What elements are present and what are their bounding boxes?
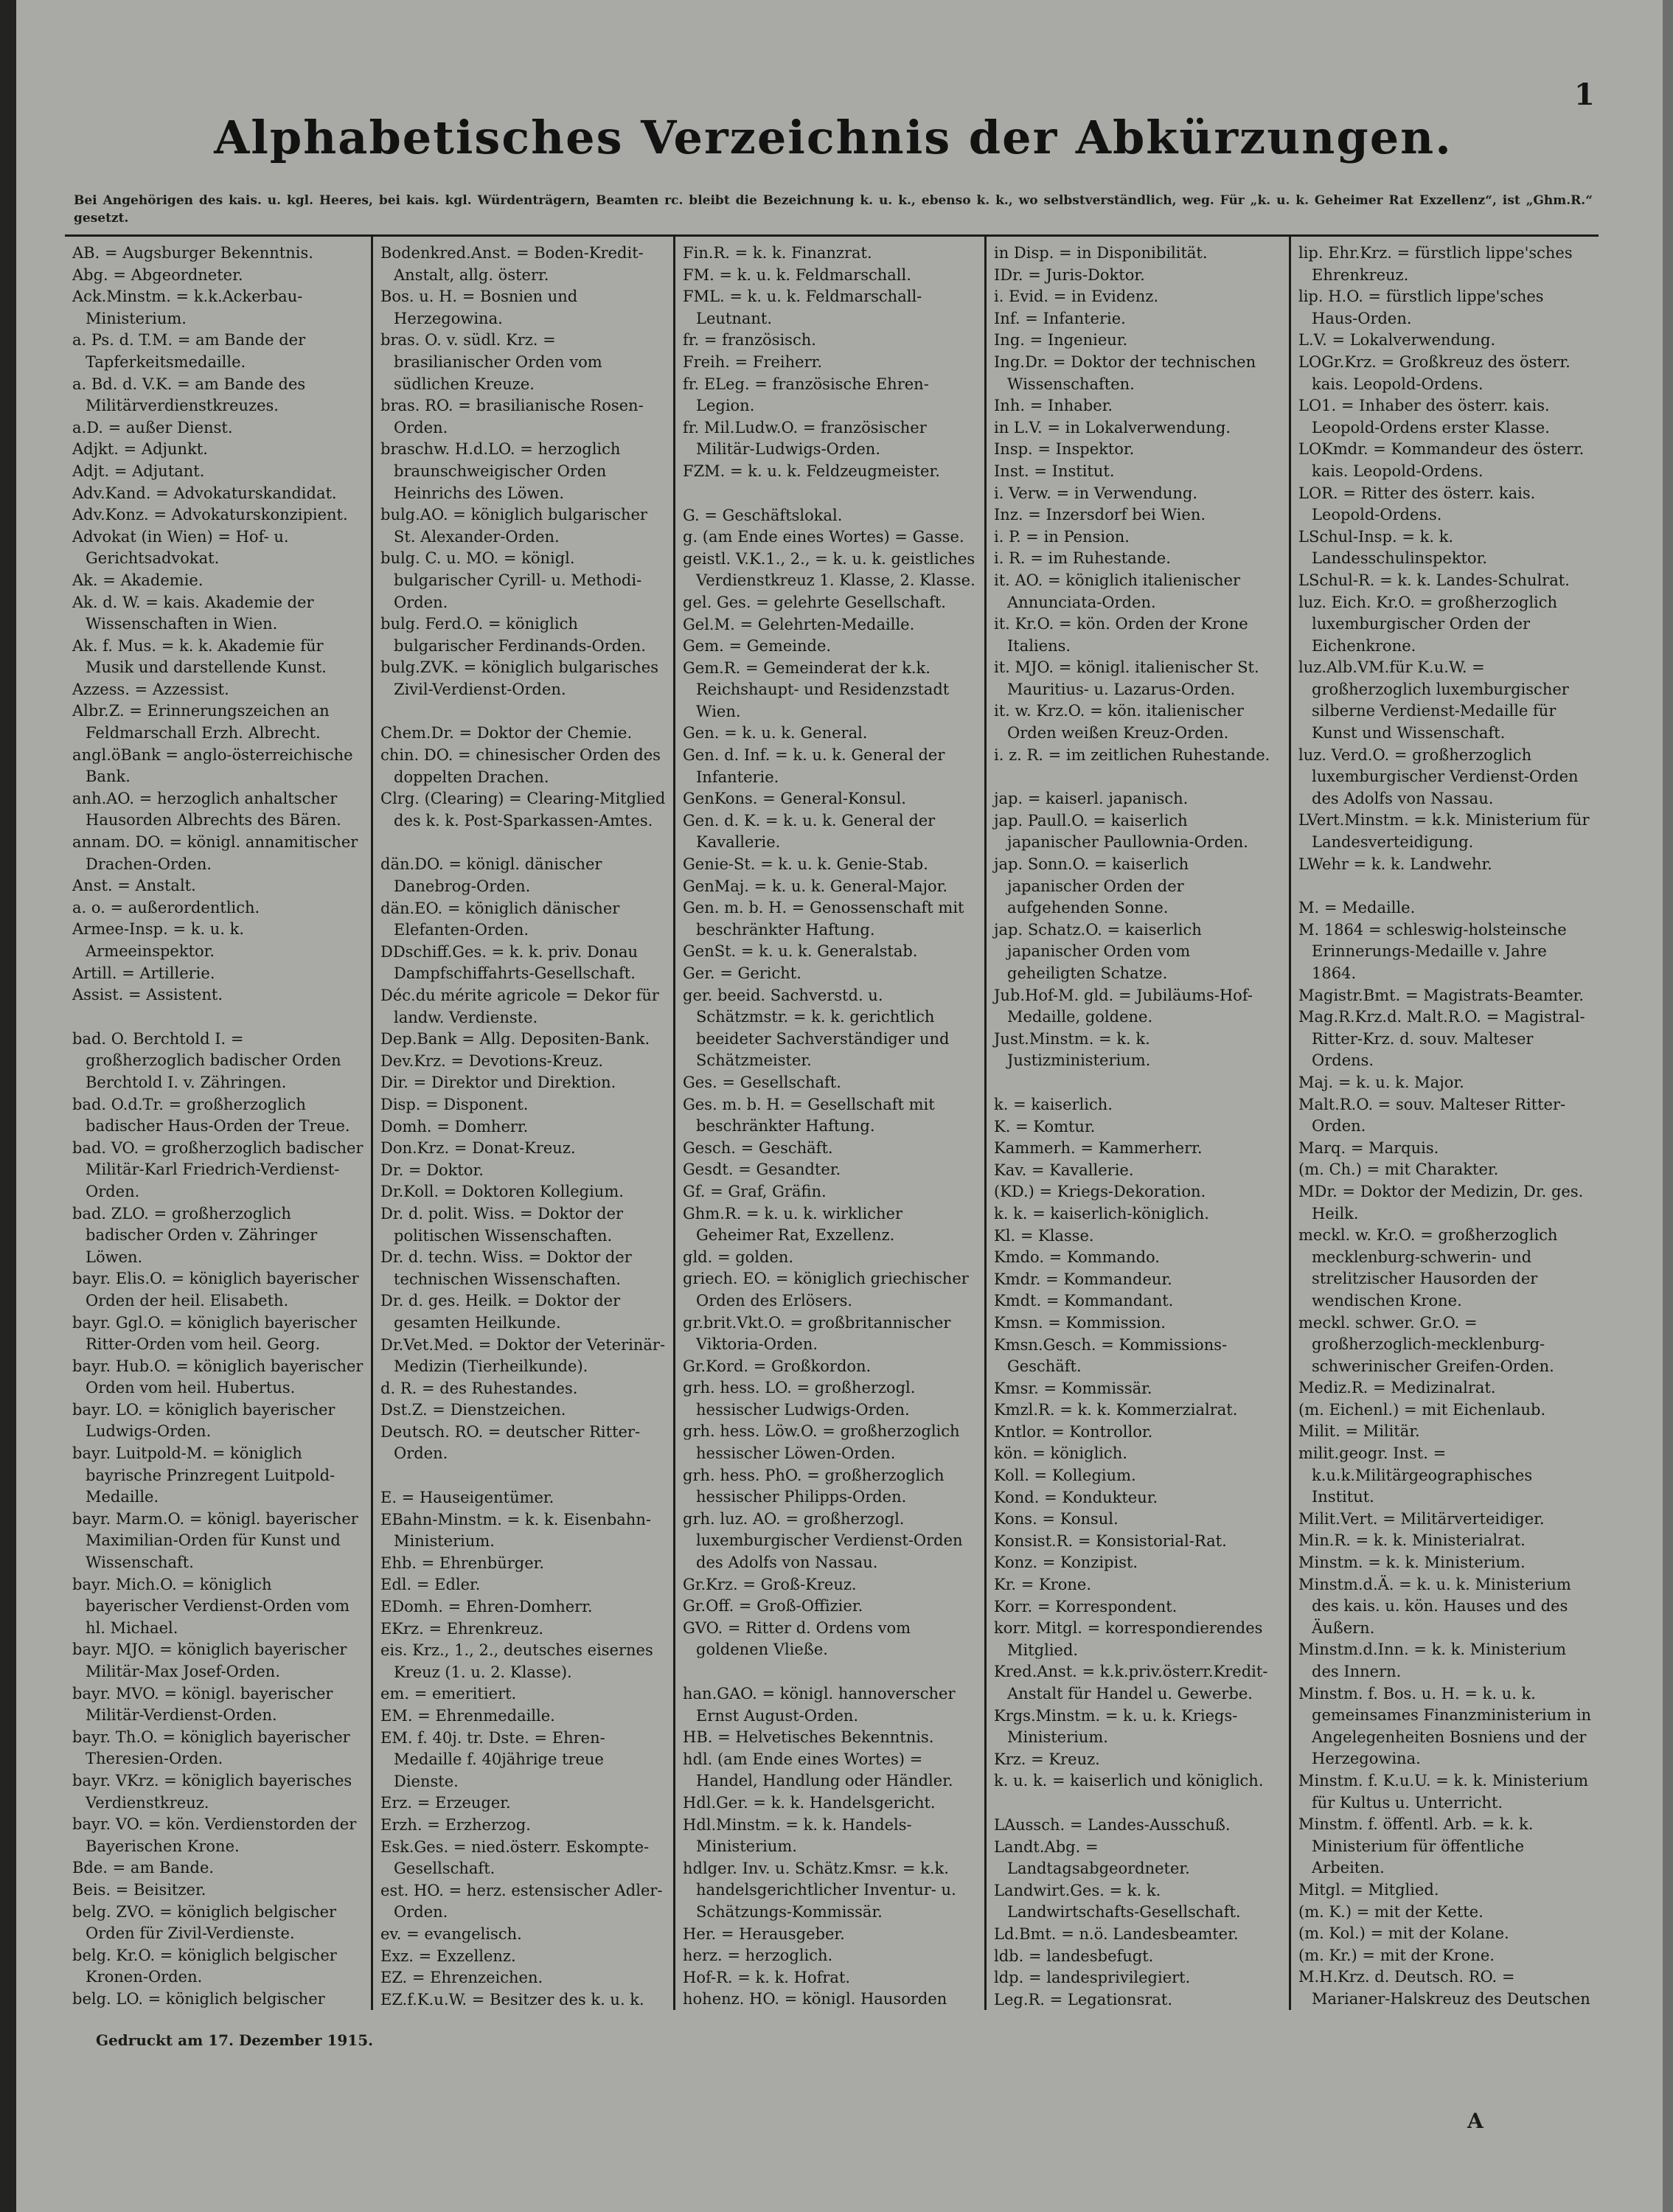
abbreviation-entry: Magistr.Bmt. = Magistrats-Beamter. — [1298, 986, 1585, 1004]
abbreviation-entry: Gel.M. = Gelehrten-Medaille. — [683, 615, 915, 633]
abbreviation-entry: bayr. Mich.O. = königlich bayerischer Verdienst-Orden vom hl. Michael. — [72, 1575, 350, 1637]
abbreviation-entry: LSchul-R. = k. k. Landes-Schulrat. — [1298, 571, 1570, 589]
column-2 — [371, 237, 673, 2010]
abbreviation-entry: Azzess. = Azzessist. — [72, 680, 229, 698]
abbreviation-entry: HB. = Helvetisches Bekenntnis. — [683, 1728, 934, 1747]
abbreviation-entry: Krgs.Minstm. = k. u. k. Kriegs-Ministerium. — [994, 1706, 1238, 1747]
abbreviation-entry: (m. Kol.) = mit der Kolane. — [1298, 1924, 1509, 1943]
abbreviation-entry: bayr. VO. = kön. Verdienstorden der Bayerischen Krone. — [72, 1815, 357, 1855]
abbreviation-entry: Armee-Insp. = k. u. k. Armeeinspektor. — [72, 920, 245, 960]
abbreviation-entry: Minstm. = k. k. Ministerium. — [1298, 1554, 1526, 1572]
abbreviation-entry: Kntlor. = Kontrollor. — [994, 1422, 1153, 1441]
abbreviation-entry: griech. EO. = königlich griechischer Orden des Erlösers. — [683, 1270, 969, 1310]
abbreviation-entry: belg. Kr.O. = königlich belgischer Kronen-Orden. — [72, 1946, 337, 1986]
abbreviation-entry: braschw. H.d.LO. = herzoglich braunschweigischer Orden Heinrichs des Löwen. — [380, 440, 621, 502]
abbreviation-entry: ldp. = landesprivilegiert. — [994, 1969, 1191, 1987]
abbreviation-entry: bad. O. Berchtold I. = großherzoglich badischer Orden Berchtold I. v. Zähringen. — [72, 1029, 341, 1091]
abbreviation-entry: bayr. Th.O. = königlich bayerischer Theresien-Orden. — [72, 1728, 350, 1768]
abbreviation-entry: lip. Ehr.Krz. = fürstlich lippe'sches Ehrenkreuz. — [1298, 244, 1573, 284]
abbreviation-entry: lip. H.O. = fürstlich lippe'sches Haus-Orden. — [1298, 288, 1544, 327]
abbreviation-entry: LOR. = Ritter des österr. kais. Leopold-Ordens. — [1298, 484, 1536, 524]
abbreviation-entry: k. = kaiserlich. — [994, 1095, 1113, 1113]
abbreviation-entry: Min.R. = k. k. Ministerialrat. — [1298, 1531, 1526, 1550]
abbreviation-entry: Gesdt. = Gesandter. — [683, 1161, 841, 1179]
abbreviation-entry: Inz. = Inzersdorf bei Wien. — [994, 506, 1206, 524]
abbreviation-entry: Gem. = Gemeinde. — [683, 637, 832, 655]
column-4 — [984, 237, 1289, 2010]
abbreviation-entry: GenMaj. = k. u. k. General-Major. — [683, 877, 948, 895]
abbreviation-entry: Korr. = Korrespondent. — [994, 1597, 1178, 1615]
abbreviation-entry: Landwirt.Ges. = k. k. Landwirtschafts-Gesellschaft. — [994, 1881, 1241, 1921]
abbreviation-entry: Advokat (in Wien) = Hof- u. Gerichtsadvokat. — [72, 527, 289, 568]
abbreviation-entry: Dep.Bank = Allg. Depositen-Bank. — [380, 1030, 650, 1048]
abbreviation-entry: Minstm.d.Inn. = k. k. Ministerium des Innern. — [1298, 1641, 1567, 1680]
abbreviation-entry: jap. Sonn.O. = kaiserlich japanischer Orden der aufgehenden Sonne. — [994, 855, 1189, 917]
abbreviation-entry: k. k. = kaiserlich-königlich. — [994, 1204, 1209, 1222]
abbreviation-entry: bras. RO. = brasilianische Rosen-Orden. — [380, 397, 644, 437]
abbreviation-entry: Ges. m. b. H. = Gesellschaft mit beschränkter Haftung. — [683, 1095, 935, 1135]
abbreviation-entry: in L.V. = in Lokalverwendung. — [994, 418, 1231, 437]
page-number: 1 — [1574, 77, 1595, 112]
abbreviation-entry: Her. = Herausgeber. — [683, 1924, 845, 1943]
abbreviation-entry: luz. Eich. Kr.O. = großherzoglich luxemburgischer Orden der Eichenkrone. — [1298, 593, 1558, 655]
abbreviation-entry: Erzh. = Erzherzog. — [380, 1815, 531, 1834]
abbreviation-entry: Kmdt. = Kommandant. — [994, 1292, 1174, 1310]
abbreviation-entry: it. w. Krz.O. = kön. italienischer Orden weißen Kreuz-Orden. — [994, 702, 1244, 742]
abbreviation-entry: Hof-R. = k. k. Hofrat. — [683, 1968, 851, 1986]
abbreviation-entry: em. = emeritiert. — [380, 1685, 517, 1703]
abbreviation-entry: EM. = Ehrenmedaille. — [380, 1707, 555, 1725]
abbreviation-entry: meckl. w. Kr.O. = großherzoglich mecklenburg-schwerin- und strelitzischer Hausorden der wendischen Krone. — [1298, 1226, 1558, 1310]
abbreviation-entry: Dr.Vet.Med. = Doktor der Veterinär-Medizin (Tierheilkunde). — [380, 1335, 666, 1376]
print-date: Gedruckt am 17. Dezember 1915. — [96, 2031, 374, 2049]
abbreviation-entry: L.V. = Lokalverwendung. — [1298, 331, 1496, 349]
section-gap — [380, 832, 667, 854]
abbreviation-entry: korr. Mitgl. = korrespondierendes Mitglied. — [994, 1619, 1263, 1659]
abbreviation-entry: Anst. = Anstalt. — [72, 877, 196, 895]
abbreviation-entry: (m. Kr.) = mit der Krone. — [1298, 1946, 1495, 1964]
abbreviation-entry: a. o. = außerordentlich. — [72, 898, 260, 917]
abbreviation-entry: jap. Schatz.O. = kaiserlich japanischer Orden vom geheiligten Schatze. — [994, 920, 1202, 982]
abbreviation-entry: MDr. = Doktor der Medizin, Dr. ges. Heilk. — [1298, 1182, 1584, 1222]
abbreviation-entry: LWehr = k. k. Landwehr. — [1298, 855, 1492, 873]
abbreviation-entry: est. HO. = herz. estensischer Adler-Orden. — [380, 1881, 663, 1921]
abbreviation-entry: bayr. Hub.O. = königlich bayerischer Orden vom heil. Hubertus. — [72, 1357, 364, 1397]
abbreviation-entry: Ak. f. Mus. = k. k. Akademie für Musik und darstellende Kunst. — [72, 636, 327, 677]
abbreviation-entry: han.GAO. = königl. hannoverscher Ernst August-Orden. — [683, 1685, 956, 1725]
abbreviation-entry: Minstm.d.Ä. = k. u. k. Ministerium des kais. u. kön. Hauses und des Äußern. — [1298, 1575, 1571, 1637]
abbreviation-entry: Kred.Anst. = k.k.priv.österr.Kredit-Anstalt für Handel u. Gewerbe. — [994, 1663, 1268, 1703]
abbreviation-entry: luz. Verd.O. = großherzoglich luxemburgischer Verdienst-Orden des Adolfs von Nassau. — [1298, 745, 1579, 807]
abbreviation-entry: Dr. d. techn. Wiss. = Doktor der technischen Wissenschaften. — [380, 1248, 632, 1288]
abbreviation-entry: LO1. = Inhaber des österr. kais. Leopold-Ordens erster Klasse. — [1298, 397, 1550, 437]
abbreviation-entry: eis. Krz., 1., 2., deutsches eisernes Kreuz (1. u. 2. Klasse). — [380, 1641, 653, 1681]
abbreviation-entry: Gen. = k. u. k. General. — [683, 724, 868, 742]
abbreviation-entry: hdlger. Inv. u. Schätz.Kmsr. = k.k. handelsgerichtlicher Inventur- u. Schätzungs-Kommissär. — [683, 1859, 956, 1921]
column-5 — [1289, 237, 1599, 2010]
abbreviation-entry: Marq. = Marquis. — [1298, 1138, 1439, 1157]
abbreviation-entry: g. (am Ende eines Wortes) = Gasse. — [683, 528, 964, 546]
abbreviation-entry: GenKons. = General-Konsul. — [683, 790, 906, 808]
abbreviation-entry: Dr. d. polit. Wiss. = Doktor der politischen Wissenschaften. — [380, 1204, 624, 1245]
abbreviation-entry: Kav. = Kavallerie. — [994, 1161, 1134, 1179]
abbreviation-entry: Kmsn.Gesch. = Kommissions-Geschäft. — [994, 1335, 1228, 1376]
abbreviation-entry: it. MJO. = königl. italienischer St. Mauritius- u. Lazarus-Orden. — [994, 658, 1259, 698]
abbreviation-entry: Kmsn. = Kommission. — [994, 1313, 1166, 1332]
abbreviation-entry: annam. DO. = königl. annamitischer Drachen-Orden. — [72, 833, 358, 873]
abbreviation-entry: Ld.Bmt. = n.ö. Landesbeamter. — [994, 1924, 1239, 1943]
abbreviation-entry: Gf. = Graf, Gräfin. — [683, 1182, 827, 1200]
abbreviation-entry: ev. = evangelisch. — [380, 1924, 522, 1943]
abbreviation-entry: (KD.) = Kriegs-Dekoration. — [994, 1183, 1206, 1201]
abbreviation-entry: Adv.Kand. = Advokaturskandidat. — [72, 484, 337, 502]
abbreviation-entry: LSchul-Insp. = k. k. Landesschulinspektor. — [1298, 527, 1488, 568]
abbreviation-entry: Kr. = Krone. — [994, 1576, 1092, 1594]
abbreviation-entry: bayr. Elis.O. = königlich bayerischer Orden der heil. Elisabeth. — [72, 1270, 359, 1310]
signature-mark: A — [1467, 2109, 1484, 2133]
abbreviation-entry: Jub.Hof-M. gld. = Jubiläums-Hof-Medaille, goldene. — [994, 986, 1253, 1026]
abbreviation-entry: Malt.R.O. = souv. Malteser Ritter-Orden. — [1298, 1095, 1566, 1135]
abbreviation-entry: Inf. = Infanterie. — [994, 309, 1126, 327]
section-gap — [994, 1792, 1283, 1815]
abbreviation-entry: Adjt. = Adjutant. — [72, 462, 205, 480]
abbreviation-entry: Kammerh. = Kammerherr. — [994, 1139, 1203, 1158]
abbreviation-entry: bulg. C. u. MO. = königl. bulgarischer Cyrill- u. Methodi-Orden. — [380, 549, 642, 611]
abbreviation-entry: bayr. Ggl.O. = königlich bayerischer Ritter-Orden vom heil. Georg. — [72, 1313, 358, 1354]
abbreviation-entry: Gen. d. Inf. = k. u. k. General der Infanterie. — [683, 746, 945, 786]
abbreviation-entry: bad. O.d.Tr. = großherzoglich badischer Haus-Orden der Treue. — [72, 1095, 350, 1135]
abbreviation-entry: Hdl.Minstm. = k. k. Handels-Ministerium. — [683, 1815, 912, 1856]
abbreviation-entry: i. Verw. = in Verwendung. — [994, 484, 1198, 502]
abbreviation-entry: EM. f. 40j. tr. Dste. = Ehren-Medaille f. 40jährige treue Dienste. — [380, 1728, 605, 1790]
abbreviation-entry: k. u. k. = kaiserlich und königlich. — [994, 1772, 1264, 1790]
abbreviation-entry: bayr. Marm.O. = königl. bayerischer Maximilian-Orden für Kunst und Wissenschaft. — [72, 1509, 358, 1572]
abbreviation-entry: K. = Komtur. — [994, 1117, 1096, 1135]
abbreviation-entry: Dev.Krz. = Devotions-Kreuz. — [380, 1051, 604, 1070]
abbreviation-entry: GenSt. = k. u. k. Generalstab. — [683, 942, 918, 961]
abbreviation-entry: Kond. = Kondukteur. — [994, 1488, 1158, 1506]
abbreviation-entry: i. P. = in Pension. — [994, 527, 1130, 546]
abbreviation-entry: Milit. = Militär. — [1298, 1422, 1420, 1441]
abbreviation-entry: EZ. = Ehrenzeichen. — [380, 1969, 543, 1987]
abbreviation-entry: Mitgl. = Mitglied. — [1298, 1880, 1439, 1899]
abbreviation-entry: AB. = Augsburger Bekenntnis. — [72, 244, 313, 262]
abbreviation-entry: belg. LO. = königlich belgischer — [72, 1989, 325, 2008]
abbreviation-entry: E. = Hauseigentümer. — [380, 1489, 554, 1507]
abbreviation-entry: GVO. = Ritter d. Ordens vom goldenen Vließe. — [683, 1618, 911, 1659]
abbreviation-entry: in Disp. = in Disponibilität. — [994, 244, 1208, 262]
abbreviation-entry: Dr. = Doktor. — [380, 1161, 484, 1179]
abbreviation-entry: Assist. = Assistent. — [72, 986, 223, 1004]
abbreviation-entry: Maj. = k. u. k. Major. — [1298, 1073, 1464, 1091]
abbreviation-entry: Bodenkred.Anst. = Boden-Kredit-Anstalt, allg. österr. — [380, 244, 644, 284]
column-3 — [673, 237, 984, 2010]
section-gap — [994, 1072, 1283, 1094]
abbreviation-entry: herz. = herzoglich. — [683, 1947, 833, 1965]
abbreviation-entry: Exz. = Exzellenz. — [380, 1947, 516, 1965]
abbreviation-entry: chin. DO. = chinesischer Orden des doppelten Drachen. — [380, 746, 661, 786]
abbreviation-entry: FZM. = k. u. k. Feldzeugmeister. — [683, 462, 940, 480]
abbreviation-entry: Ehb. = Ehrenbürger. — [380, 1554, 545, 1572]
abbreviation-entry: Don.Krz. = Donat-Kreuz. — [380, 1139, 576, 1158]
scan-edge-right — [1663, 0, 1673, 2212]
abbreviation-entry: Gen. d. K. = k. u. k. General der Kavallerie. — [683, 811, 936, 852]
abbreviation-entry: (m. K.) = mit der Kette. — [1298, 1902, 1484, 1921]
abbreviation-entry: grh. hess. LO. = großherzogl. hessischer Ludwigs-Orden. — [683, 1379, 916, 1419]
abbreviation-entry: bulg.ZVK. = königlich bulgarisches Zivil-Verdienst-Orden. — [380, 658, 658, 698]
abbreviation-entry: fr. Mil.Ludw.O. = französischer Militär-Ludwigs-Orden. — [683, 418, 927, 459]
section-gap — [994, 766, 1283, 788]
column-1 — [65, 237, 371, 2010]
abbreviation-entry: Ing. = Ingenieur. — [994, 331, 1128, 349]
abbreviation-entry: Chem.Dr. = Doktor der Chemie. — [380, 724, 633, 742]
abbreviation-entry: bad. VO. = großherzoglich badischer Militär-Karl Friedrich-Verdienst-Orden. — [72, 1138, 364, 1200]
abbreviation-entry: Krz. = Kreuz. — [994, 1750, 1100, 1768]
abbreviation-entry: i. Evid. = in Evidenz. — [994, 288, 1159, 306]
abbreviation-entry: (m. Ch.) = mit Charakter. — [1298, 1161, 1499, 1179]
abbreviation-entry: Edl. = Edler. — [380, 1576, 481, 1594]
abbreviation-entry: Landt.Abg. = Landtagsabgeordneter. — [994, 1837, 1190, 1878]
abbreviation-entry: LOGr.Krz. = Großkreuz des österr. kais. Leopold-Ordens. — [1298, 352, 1571, 393]
abbreviation-entry: Ghm.R. = k. u. k. wirklicher Geheimer Rat, Exzellenz. — [683, 1204, 902, 1245]
abbreviation-entry: FML. = k. u. k. Feldmarschall-Leutnant. — [683, 288, 922, 327]
abbreviation-entry: Kmsr. = Kommissär. — [994, 1379, 1152, 1397]
abbreviation-entry: Domh. = Domherr. — [380, 1117, 529, 1135]
abbreviation-entry: M. = Medaille. — [1298, 899, 1416, 917]
abbreviation-entry: Déc.du mérite agricole = Dekor für landw. Verdienste. — [380, 987, 659, 1026]
abbreviation-entry: jap. = kaiserl. japanisch. — [994, 790, 1189, 808]
abbreviation-entry: bayr. MJO. = königlich bayerischer Militär-Max Josef-Orden. — [72, 1641, 347, 1680]
abbreviation-entry: Insp. = Inspektor. — [994, 440, 1135, 459]
abbreviation-entry: Minstm. f. öffentl. Arb. = k. k. Ministerium für öffentliche Arbeiten. — [1298, 1815, 1534, 1877]
abbreviation-entry: Dst.Z. = Dienstzeichen. — [380, 1401, 566, 1419]
abbreviation-entry: Gr.Krz. = Groß-Kreuz. — [683, 1575, 857, 1593]
abbreviation-entry: gr.brit.Vkt.O. = großbritannischer Viktoria-Orden. — [683, 1313, 951, 1354]
abbreviation-entry: it. Kr.O. = kön. Orden der Krone Italiens. — [994, 615, 1248, 655]
abbreviation-entry: Minstm. f. Bos. u. H. = k. u. k. gemeinsames Finanzministerium in Angelegenheiten Bosniens und der Herzegowina. — [1298, 1684, 1592, 1768]
section-gap — [683, 1661, 978, 1683]
abbreviation-entry: a. Ps. d. T.M. = am Bande der Tapferkeitsmedaille. — [72, 331, 306, 371]
abbreviation-entry: G. = Geschäftslokal. — [683, 506, 843, 524]
abbreviation-entry: Kmdr. = Kommandeur. — [994, 1270, 1172, 1288]
abbreviation-entry: Minstm. f. K.u.U. = k. k. Ministerium für Kultus u. Unterricht. — [1298, 1771, 1589, 1812]
abbreviation-entry: fr. = französisch. — [683, 331, 816, 349]
abbreviation-entry: grh. hess. Löw.O. = großherzoglich hessischer Löwen-Orden. — [683, 1422, 960, 1463]
abbreviation-entry: M. 1864 = schleswig-holsteinsche Erinnerungs-Medaille v. Jahre 1864. — [1298, 920, 1567, 982]
abbreviation-entry: Adjkt. = Adjunkt. — [72, 440, 208, 459]
abbreviation-entry: meckl. schwer. Gr.O. = großherzoglich-mecklenburg-schwerinischer Greifen-Orden. — [1298, 1313, 1554, 1375]
abbreviation-entry: Inst. = Institut. — [994, 462, 1115, 480]
abbreviation-entry: LVert.Minstm. = k.k. Ministerium für Landesverteidigung. — [1298, 811, 1590, 852]
abbreviation-entry: Gem.R. = Gemeinderat der k.k. Reichshaupt- und Residenzstadt Wien. — [683, 658, 950, 720]
abbreviation-entry: Kmdo. = Kommando. — [994, 1248, 1160, 1267]
abbreviation-entry: grh. hess. PhO. = großherzoglich hessischer Philipps-Orden. — [683, 1466, 945, 1506]
abbreviation-entry: IDr. = Juris-Doktor. — [994, 265, 1145, 284]
abbreviation-entry: (m. Eichenl.) = mit Eichenlaub. — [1298, 1400, 1546, 1419]
abbreviation-entry: bulg. Ferd.O. = königlich bulgarischer Ferdinands-Orden. — [380, 615, 646, 655]
abbreviation-entry: bayr. Luitpold-M. = königlich bayrische Prinzregent Luitpold-Medaille. — [72, 1444, 335, 1506]
abbreviation-entry: Gr.Off. = Groß-Offizier. — [683, 1597, 863, 1615]
abbreviation-entry: Freih. = Freiherr. — [683, 352, 823, 371]
abbreviation-entry: Ack.Minstm. = k.k.Ackerbau-Ministerium. — [72, 288, 303, 327]
abbreviation-entry: Ger. = Gericht. — [683, 964, 801, 982]
abbreviation-entry: bad. ZLO. = großherzoglich badischer Orden v. Zähringer Löwen. — [72, 1204, 318, 1266]
abbreviation-entry: Albr.Z. = Erinnerungszeichen an Feldmarschall Erzh. Albrecht. — [72, 702, 330, 742]
abbreviation-entry: Fin.R. = k. k. Finanzrat. — [683, 244, 872, 262]
abbreviation-entry: ger. beeid. Sachverstd. u. Schätzmstr. = k. k. gerichtlich beeideter Sachverständiger und Schätzmeister. — [683, 986, 950, 1070]
abbreviation-entry: d. R. = des Ruhestandes. — [380, 1379, 578, 1397]
abbreviation-entry: Mag.R.Krz.d. Malt.R.O. = Magistral-Ritter-Krz. d. souv. Malteser Ordens. — [1298, 1008, 1585, 1070]
abbreviation-entry: bayr. LO. = königlich bayerischer Ludwigs-Orden. — [72, 1400, 335, 1441]
abbreviation-entry: Beis. = Beisitzer. — [72, 1880, 206, 1899]
page-title: Alphabetisches Verzeichnis der Abkürzungen. — [214, 111, 1453, 164]
abbreviation-entry: a.D. = außer Dienst. — [72, 418, 233, 437]
abbreviation-entry: Erz. = Erzeuger. — [380, 1794, 511, 1812]
abbreviation-entry: EDomh. = Ehren-Domherr. — [380, 1598, 593, 1616]
abbreviation-entry: hohenz. HO. = königl. Hausorden — [683, 1990, 947, 2008]
abbreviation-entry: Genie-St. = k. u. k. Genie-Stab. — [683, 855, 928, 874]
abbreviation-entry: it. AO. = königlich italienischer Annunciata-Orden. — [994, 571, 1241, 611]
abbreviation-entry: grh. luz. AO. = großherzogl. luxemburgischer Verdienst-Orden des Adolfs von Nassau. — [683, 1509, 963, 1572]
abbreviation-entry: Kons. = Konsul. — [994, 1510, 1119, 1528]
abbreviation-entry: Koll. = Kollegium. — [994, 1467, 1136, 1485]
abbreviation-entry: Milit.Vert. = Militärverteidiger. — [1298, 1509, 1545, 1528]
abbreviation-entry: EKrz. = Ehrenkreuz. — [380, 1619, 544, 1638]
abbreviation-entry: bulg.AO. = königlich bulgarischer St. Alexander-Orden. — [380, 506, 647, 546]
abbreviation-entry: anh.AO. = herzoglich anhaltscher Hausorden Albrechts des Bären. — [72, 789, 341, 830]
section-gap — [683, 483, 978, 505]
section-gap — [380, 700, 667, 723]
abbreviation-entry: dän.EO. = königlich dänischer Elefanten-Orden. — [380, 899, 620, 939]
abbreviation-entry: Dir. = Direktor und Direktion. — [380, 1074, 616, 1092]
abbreviation-entry: FM. = k. u. k. Feldmarschall. — [683, 265, 911, 284]
abbreviation-entry: Bde. = am Bande. — [72, 1859, 215, 1877]
abbreviation-entry: Bos. u. H. = Bosnien und Herzegowina. — [380, 288, 578, 327]
abbreviation-columns — [65, 234, 1599, 2010]
abbreviation-entry: kön. = königlich. — [994, 1444, 1127, 1463]
abbreviation-entry: Inh. = Inhaber. — [994, 397, 1113, 415]
abbreviation-entry: i. z. R. = im zeitlichen Ruhestande. — [994, 745, 1270, 764]
section-gap — [72, 1006, 365, 1029]
abbreviation-entry: Gen. m. b. H. = Genossenschaft mit beschränkter Haftung. — [683, 899, 964, 939]
abbreviation-entry: LAussch. = Landes-Ausschuß. — [994, 1815, 1231, 1834]
abbreviation-entry: Dr. d. ges. Heilk. = Doktor der gesamten Heilkunde. — [380, 1292, 621, 1332]
abbreviation-entry: a. Bd. d. V.K. = am Bande des Militärverdienstkreuzes. — [72, 375, 306, 415]
abbreviation-entry: Adv.Konz. = Advokaturskonzipient. — [72, 506, 348, 524]
abbreviation-entry: LOKmdr. = Kommandeur des österr. kais. Leopold-Ordens. — [1298, 440, 1585, 480]
abbreviation-entry: gld. = golden. — [683, 1248, 794, 1266]
abbreviation-entry: EBahn-Minstm. = k. k. Eisenbahn-Ministerium. — [380, 1510, 651, 1551]
abbreviation-entry: Artill. = Artillerie. — [72, 964, 215, 982]
abbreviation-entry: i. R. = im Ruhestande. — [994, 549, 1171, 568]
abbreviation-entry: bayr. VKrz. = königlich bayerisches Verdienstkreuz. — [72, 1771, 352, 1812]
abbreviation-entry: Deutsch. RO. = deutscher Ritter-Orden. — [380, 1422, 641, 1463]
abbreviation-entry: bayr. MVO. = königl. bayerischer Militär-Verdienst-Orden. — [72, 1684, 333, 1725]
scan-edge-left — [0, 0, 16, 2212]
abbreviation-entry: fr. ELeg. = französische Ehren-Legion. — [683, 375, 929, 415]
abbreviation-entry: Konsist.R. = Konsistorial-Rat. — [994, 1531, 1227, 1550]
abbreviation-entry: Kl. = Klasse. — [994, 1226, 1094, 1245]
abbreviation-entry: Konz. = Konzipist. — [994, 1554, 1138, 1572]
abbreviation-entry: Mediz.R. = Medizinalrat. — [1298, 1379, 1496, 1397]
abbreviation-entry: Dr.Koll. = Doktoren Kollegium. — [380, 1183, 624, 1201]
abbreviation-entry: gel. Ges. = gelehrte Gesellschaft. — [683, 593, 946, 611]
abbreviation-entry: jap. Paull.O. = kaiserlich japanischer Paullownia-Orden. — [994, 811, 1248, 852]
abbreviation-entry: M.H.Krz. d. Deutsch. RO. = Marianer-Halskreuz des Deutschen — [1298, 1968, 1590, 2008]
abbreviation-entry: Kmzl.R. = k. k. Kommerzialrat. — [994, 1401, 1238, 1419]
abbreviation-entry: angl.öBank = anglo-österreichische Bank. — [72, 745, 353, 786]
introductory-note: Bei Angehörigen des kais. u. kgl. Heeres, bei kais. kgl. Würdenträgern, Beamten rc. bleibt die Bezeichnung k. u. k., ebenso k. k., wo selbstverständlich, weg. Für „k. u. k. Geheimer Rat Exzellenz“, ist „Ghm.R.“ gesetzt. — [74, 193, 1593, 226]
abbreviation-entry: belg. ZVO. = königlich belgischer Orden für Zivil-Verdienste. — [72, 1902, 337, 1943]
abbreviation-entry: Ges. = Gesellschaft. — [683, 1073, 841, 1091]
abbreviation-entry: DDschiff.Ges. = k. k. priv. Donau Dampfschiffahrts-Gesellschaft. — [380, 942, 639, 983]
abbreviation-entry: Leg.R. = Legationsrat. — [994, 1990, 1173, 2008]
abbreviation-entry: Clrg. (Clearing) = Clearing-Mitglied des k. k. Post-Sparkassen-Amtes. — [380, 790, 666, 830]
abbreviation-entry: hdl. (am Ende eines Wortes) = Handel, Handlung oder Händler. — [683, 1750, 953, 1790]
abbreviation-entry: Gr.Kord. = Großkordon. — [683, 1357, 872, 1375]
abbreviation-entry: Disp. = Disponent. — [380, 1095, 529, 1113]
abbreviation-entry: dän.DO. = königl. dänischer Danebrog-Orden. — [380, 855, 602, 896]
abbreviation-entry: milit.geogr. Inst. = k.u.k.Militärgeographisches Institut. — [1298, 1444, 1533, 1506]
abbreviation-entry: Esk.Ges. = nied.österr. Eskompte-Gesellschaft. — [380, 1837, 650, 1878]
abbreviation-entry: Ak. = Akademie. — [72, 571, 204, 589]
abbreviation-entry: Hdl.Ger. = k. k. Handelsgericht. — [683, 1793, 936, 1812]
abbreviation-entry: EZ.f.K.u.W. = Besitzer des k. u. k. — [380, 1990, 644, 2008]
abbreviation-entry: Abg. = Abgeordneter. — [72, 265, 243, 284]
section-gap — [380, 1465, 667, 1487]
abbreviation-entry: Gesch. = Geschäft. — [683, 1138, 833, 1157]
abbreviation-entry: bras. O. v. südl. Krz. = brasilianischer Orden vom südlichen Kreuze. — [380, 331, 602, 393]
abbreviation-entry: ldb. = landesbefugt. — [994, 1947, 1154, 1965]
abbreviation-entry: geistl. V.K.1., 2., = k. u. k. geistliches Verdienstkreuz 1. Klasse, 2. Klasse. — [683, 549, 975, 590]
section-gap — [1298, 875, 1593, 897]
abbreviation-entry: Ak. d. W. = kais. Akademie der Wissenschaften in Wien. — [72, 593, 314, 633]
abbreviation-entry: Just.Minstm. = k. k. Justizministerium. — [994, 1029, 1151, 1070]
abbreviation-entry: Ing.Dr. = Doktor der technischen Wissenschaften. — [994, 352, 1256, 393]
abbreviation-entry: luz.Alb.VM.für K.u.W. = großherzoglich luxemburgischer silberne Verdienst-Medaille für Kunst und Wissenschaft. — [1298, 658, 1569, 742]
